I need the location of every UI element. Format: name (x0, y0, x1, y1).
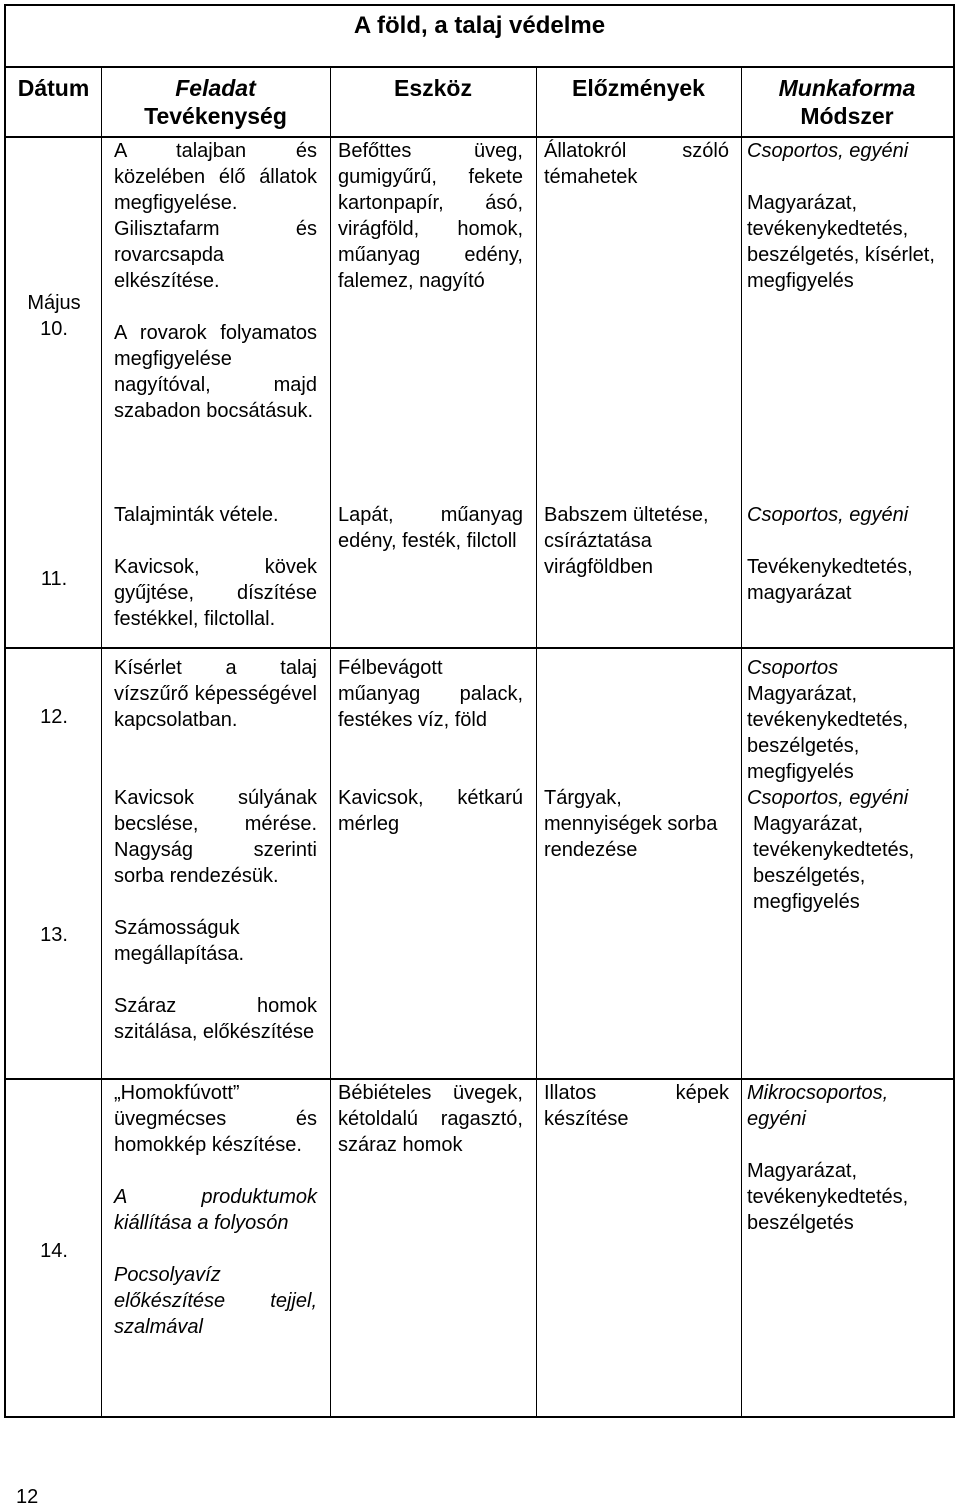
lesson-table (4, 4, 955, 1418)
method-text: Magyarázat, tevékenykedtetés, beszélgetés (747, 1160, 909, 1234)
task-cell (114, 502, 317, 632)
date-cell: 11. (40, 568, 68, 590)
method-cell (747, 1080, 951, 1236)
method-text: Magyarázat, tevékenykedtetés, beszélgetés, megfigyelés (753, 813, 915, 913)
method-cell (747, 138, 951, 294)
work-form-text: Csoportos, egyéni (747, 787, 909, 809)
column-divider (536, 68, 537, 1416)
antecedents-cell: Babszem ültetése, csíráztatása virágföldben (544, 504, 709, 578)
header-elozmenyek: Előzmények (572, 75, 705, 101)
task-cell: Kísérlet a talaj vízszűrő képességével kapcsolatban. (114, 657, 317, 731)
work-form-text: Csoportos (747, 657, 839, 679)
task-text: A talajban és közelében élő állatok megfigyelése. Gilisztafarm és rovarcsapda elkészítése. (114, 140, 317, 292)
tools-cell: Lapát, műanyag edény, festék, filctoll (338, 504, 523, 552)
task-cell (114, 138, 317, 424)
method-text: Magyarázat, tevékenykedtetés, beszélgetés, megfigyelés (747, 683, 909, 783)
task-text: „Homokfúvott” üvegmécses és homokkép készítése. (114, 1082, 317, 1156)
task-text: A produktumok kiállítása a folyosón (114, 1186, 317, 1234)
header-munkaforma-line1: Munkaforma (778, 75, 916, 101)
method-cell (747, 502, 951, 606)
header-munkaforma-line2: Módszer (800, 103, 894, 129)
header-munkaforma (741, 74, 953, 130)
date-cell: 13. (40, 924, 68, 946)
page-number: 12 (16, 1486, 39, 1508)
task-text: Kavicsok súlyának becslése, mérése. Nagyság szerinti sorba rendezésük. (114, 787, 317, 887)
method-text: Magyarázat, tevékenykedtetés, beszélgetés, kísérlet, megfigyelés (747, 192, 935, 292)
row-divider (6, 647, 953, 649)
task-cell: Száraz homok szitálása, előkészítése (114, 995, 317, 1043)
column-divider (101, 68, 102, 1416)
task-text: Kavicsok, kövek gyűjtése, díszítése festékkel, filctollal. (114, 556, 317, 630)
date-cell: 14. (40, 1240, 68, 1262)
method-cell (747, 785, 951, 915)
antecedents-cell: Tárgyak, mennyiségek sorba rendezése (544, 787, 718, 861)
date-cell: Május 10. (27, 292, 81, 340)
column-divider (330, 68, 331, 1416)
tools-cell: Befőttes üveg, gumigyűrű, fekete kartonpapír, ásó, virágföld, homok, műanyag edény, falemez, nagyító (338, 140, 523, 292)
work-form-text: Csoportos, egyéni (747, 140, 909, 162)
task-text: A rovarok folyamatos megfigyelése nagyítóval, majd szabadon bocsátásuk. (114, 322, 317, 422)
tools-cell: Kavicsok, kétkarú mérleg (338, 787, 523, 835)
work-form-text: Csoportos, egyéni (747, 504, 909, 526)
antecedents-cell: Állatokról szóló témahetek (544, 140, 729, 188)
task-text: Számosságuk megállapítása. (114, 917, 245, 965)
task-cell (114, 1080, 317, 1340)
task-text: Pocsolyavíz előkészítése tejjel, szalmával (114, 1264, 317, 1338)
header-eszkoz: Eszköz (394, 75, 472, 101)
header-feladat-line1: Feladat (175, 75, 256, 101)
tools-cell: Bébiételes üvegek, kétoldalú ragasztó, száraz homok (338, 1082, 523, 1156)
task-cell (114, 785, 317, 967)
header-datum: Dátum (17, 75, 90, 101)
antecedents-cell: Illatos képek készítése (544, 1082, 729, 1130)
column-divider (741, 68, 742, 1416)
table-title: A föld, a talaj védelme (6, 6, 953, 68)
method-text: Tevékenykedtetés, magyarázat (747, 556, 913, 604)
task-text: Talajminták vétele. (114, 504, 279, 526)
work-form-text: Mikrocsoportos, egyéni (747, 1082, 889, 1130)
tools-cell: Félbevágott műanyag palack, festékes víz, föld (338, 657, 523, 731)
date-cell: 12. (40, 706, 68, 728)
method-cell (747, 655, 951, 785)
header-feladat (101, 74, 330, 130)
header-feladat-line2: Tevékenység (144, 103, 287, 129)
